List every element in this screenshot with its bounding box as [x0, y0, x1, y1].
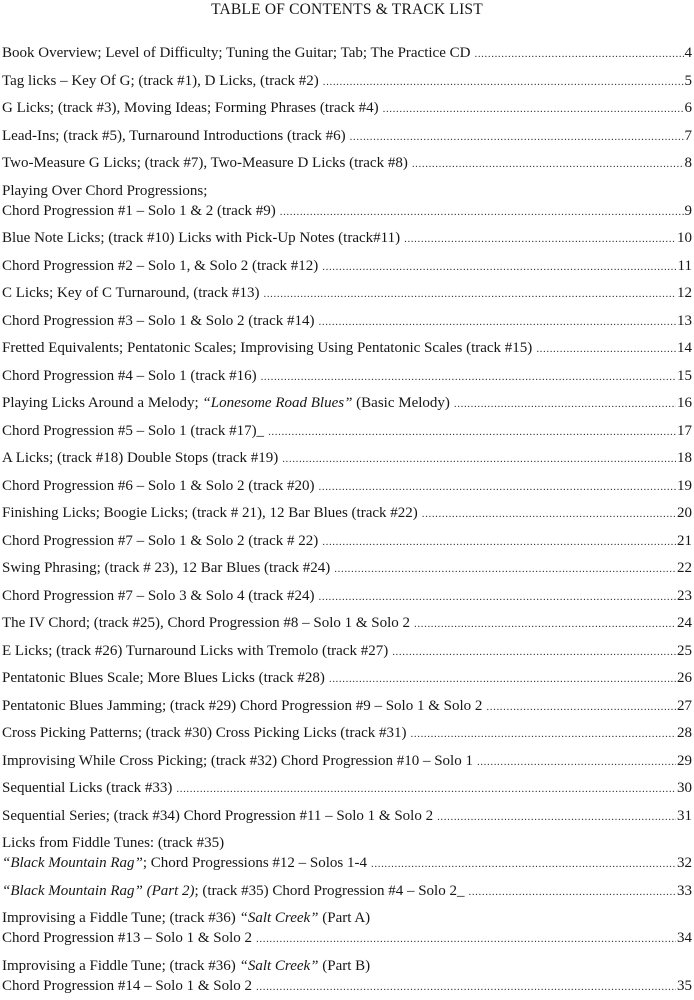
toc-entry-line [2, 71, 692, 92]
toc-entry-line [2, 366, 692, 387]
toc-entry-line [2, 956, 692, 976]
dot-leader [404, 229, 676, 249]
toc-entry[interactable] [2, 363, 692, 391]
toc-entry[interactable] [2, 803, 692, 831]
page-number: 6 [685, 98, 693, 118]
page-number: 9 [685, 201, 693, 221]
entry-text: Chord Progression #13 – Solo 1 & Solo 2 [2, 930, 252, 946]
toc-entry-line [2, 558, 692, 579]
entry-text: ; (track #35) Chord Progression #4 – Solo 2_ [194, 883, 464, 899]
page-number: 4 [685, 43, 693, 63]
toc-entry[interactable] [2, 40, 692, 68]
entry-title [2, 586, 315, 606]
toc-entry[interactable] [2, 775, 692, 803]
dot-leader [334, 559, 676, 579]
entry-title [2, 806, 433, 826]
entry-title [2, 393, 450, 413]
entry-text: Sequential Series; (track #34) Chord Progression #11 – Solo 1 & Solo 2 [2, 808, 433, 824]
dot-leader [392, 642, 676, 662]
entry-text: Fretted Equivalents; Pentatonic Scales; Improvising Using Pentatonic Scales (track #15) [2, 340, 532, 356]
toc-entry[interactable] [2, 308, 692, 336]
dot-leader [256, 929, 676, 949]
page-number: 20 [677, 503, 692, 523]
toc-entry[interactable] [2, 390, 692, 418]
dot-leader [322, 532, 676, 552]
entry-title [2, 976, 252, 996]
entry-text: Chord Progression #7 – Solo 3 & Solo 4 (track #24) [2, 588, 315, 604]
page-number: 29 [677, 751, 692, 771]
entry-text: Improvising a Fiddle Tune; (track #36) [2, 958, 239, 974]
dot-leader [176, 779, 676, 799]
entry-title [2, 668, 325, 688]
toc-entry-line [2, 126, 692, 147]
entry-title [2, 613, 410, 633]
toc-entry-line [2, 806, 692, 827]
entry-title [2, 723, 407, 743]
entry-text: The IV Chord; (track #25), Chord Progression #8 – Solo 1 & Solo 2 [2, 615, 410, 631]
entry-title [2, 71, 319, 91]
entry-text: Swing Phrasing; (track # 23), 12 Bar Blues (track #24) [2, 560, 330, 576]
dot-leader [454, 394, 676, 414]
dot-leader [412, 154, 684, 174]
dot-leader [414, 614, 676, 634]
dot-leader [261, 367, 676, 387]
toc-entry[interactable] [2, 68, 692, 96]
dot-leader [329, 669, 676, 689]
page-number: 14 [677, 338, 692, 358]
toc-entry-line [2, 393, 692, 414]
entry-title [2, 448, 278, 468]
dot-leader [371, 854, 676, 874]
page-number: 35 [677, 976, 692, 996]
toc-entry-line [2, 833, 692, 853]
toc-entry-line [2, 976, 692, 997]
toc-entry[interactable] [2, 665, 692, 693]
toc-entry-line [2, 696, 692, 717]
dot-leader [319, 477, 677, 497]
entry-title [2, 283, 259, 303]
entry-title [2, 853, 367, 873]
page-number: 30 [677, 778, 692, 798]
entry-title [2, 881, 464, 901]
entry-title [2, 531, 318, 551]
toc-entry[interactable] [2, 555, 692, 583]
page-number: 33 [677, 881, 692, 901]
song-title-italic: “Lonesome Road Blues” [202, 395, 352, 411]
entry-title [2, 751, 473, 771]
song-title-italic: “Salt Creek” [239, 910, 318, 926]
page-number: 21 [677, 531, 692, 551]
toc-entry[interactable] [2, 693, 692, 721]
toc-entry[interactable] [2, 253, 692, 281]
toc-entry-line [2, 256, 692, 277]
dot-leader [477, 752, 676, 772]
dot-leader [474, 44, 683, 64]
entry-text: Chord Progression #6 – Solo 1 & Solo 2 (track #20) [2, 478, 315, 494]
entry-text: Tag licks – Key Of G; (track #1), D Licks, (track #2) [2, 73, 319, 89]
page-number: 22 [677, 558, 692, 578]
dot-leader [282, 449, 676, 469]
toc-entry[interactable] [2, 830, 692, 878]
page-number: 31 [677, 806, 692, 826]
song-title-italic: “Black Mountain Rag” [2, 855, 143, 871]
entry-text: Chord Progression #2 – Solo 1, & Solo 2 (track #12) [2, 258, 318, 274]
entry-title [2, 338, 532, 358]
entry-title [2, 476, 315, 496]
toc-entry-line [2, 853, 692, 874]
page-number: 25 [677, 641, 692, 661]
page-number: 7 [685, 126, 693, 146]
entry-text: ; Chord Progressions #12 – Solos 1-4 [143, 855, 367, 871]
page-number: 15 [677, 366, 692, 386]
song-title-italic: “Black Mountain Rag” (Part 2) [2, 883, 194, 899]
toc-entry-line [2, 181, 692, 201]
toc-entry[interactable] [2, 905, 692, 953]
entry-text: (Part B) [319, 958, 371, 974]
page-number: 28 [677, 723, 692, 743]
entry-title [2, 311, 315, 331]
dot-leader [350, 127, 684, 147]
entry-title [2, 908, 370, 928]
entry-text: Chord Progression #5 – Solo 1 (track #17)_ [2, 423, 264, 439]
toc-entry-line [2, 751, 692, 772]
entry-title [2, 366, 257, 386]
toc-entry[interactable] [2, 473, 692, 501]
toc-entry[interactable] [2, 638, 692, 666]
page-number: 26 [677, 668, 692, 688]
dot-leader [437, 807, 676, 827]
dot-leader [411, 724, 676, 744]
entry-text: Blue Note Licks; (track #10) Licks with Pick-Up Notes (track#11) [2, 230, 400, 246]
toc-entry-line [2, 613, 692, 634]
dot-leader [256, 977, 676, 997]
entry-title [2, 43, 470, 63]
entry-text: C Licks; Key of C Turnaround, (track #13) [2, 285, 259, 301]
entry-text: Improvising While Cross Picking; (track #32) Chord Progression #10 – Solo 1 [2, 753, 473, 769]
entry-text: Pentatonic Blues Jamming; (track #29) Chord Progression #9 – Solo 1 & Solo 2 [2, 698, 482, 714]
dot-leader [422, 504, 676, 524]
entry-title [2, 641, 388, 661]
entry-text: Lead-Ins; (track #5), Turnaround Introductions (track #6) [2, 128, 346, 144]
toc-entry[interactable] [2, 528, 692, 556]
page-number: 18 [677, 448, 692, 468]
dot-leader [268, 422, 676, 442]
toc-entry-line [2, 311, 692, 332]
toc-entry-line [2, 723, 692, 744]
toc-entry-line [2, 586, 692, 607]
entry-title [2, 201, 276, 221]
entry-text: Two-Measure G Licks; (track #7), Two-Measure D Licks (track #8) [2, 155, 408, 171]
toc-entry[interactable] [2, 720, 692, 748]
toc-entry-line [2, 338, 692, 359]
toc-entry-line [2, 228, 692, 249]
entry-title [2, 228, 400, 248]
toc-entry-line [2, 421, 692, 442]
entry-title [2, 503, 418, 523]
toc-entry[interactable] [2, 225, 692, 253]
toc-entry[interactable] [2, 418, 692, 446]
toc-entry-line [2, 928, 692, 949]
toc-entry[interactable] [2, 583, 692, 611]
page-number: 13 [677, 311, 692, 331]
page-number: 34 [677, 928, 692, 948]
page-title: TABLE OF CONTENTS & TRACK LIST [0, 0, 694, 20]
entry-text: Cross Picking Patterns; (track #30) Cross Picking Licks (track #31) [2, 725, 407, 741]
entry-text: A Licks; (track #18) Double Stops (track #19) [2, 450, 278, 466]
toc-entry[interactable] [2, 178, 692, 226]
toc-entry[interactable] [2, 500, 692, 528]
dot-leader [486, 697, 676, 717]
toc-entry[interactable] [2, 445, 692, 473]
entry-text: Chord Progression #7 – Solo 1 & Solo 2 (track # 22) [2, 533, 318, 549]
entry-text: E Licks; (track #26) Turnaround Licks with Tremolo (track #27) [2, 643, 388, 659]
dot-leader [319, 587, 677, 607]
toc-entry[interactable] [2, 95, 692, 123]
page-number: 5 [685, 71, 693, 91]
dot-leader [383, 99, 684, 119]
toc-entry-line [2, 881, 692, 902]
entry-text: Chord Progression #14 – Solo 1 & Solo 2 [2, 978, 252, 994]
toc-entry-line [2, 43, 692, 64]
toc-entry-line [2, 283, 692, 304]
entry-title [2, 558, 330, 578]
toc-entry-line [2, 201, 692, 222]
toc-entry-line [2, 531, 692, 552]
page-number: 27 [677, 696, 692, 716]
entry-text: (Basic Melody) [352, 395, 449, 411]
toc-entry[interactable] [2, 335, 692, 363]
page-number: 17 [677, 421, 692, 441]
entry-text: Chord Progression #4 – Solo 1 (track #16) [2, 368, 257, 384]
entry-text: Book Overview; Level of Difficulty; Tuning the Guitar; Tab; The Practice CD [2, 45, 470, 61]
entry-text: Sequential Licks (track #33) [2, 780, 172, 796]
page-number: 32 [677, 853, 692, 873]
dot-leader [468, 882, 676, 902]
page-number: 23 [677, 586, 692, 606]
entry-text: Chord Progression #1 – Solo 1 & 2 (track #9) [2, 203, 276, 219]
toc-entry-line [2, 448, 692, 469]
entry-text: G Licks; (track #3), Moving Ideas; Forming Phrases (track #4) [2, 100, 379, 116]
toc-entry-line [2, 641, 692, 662]
page-number: 16 [677, 393, 692, 413]
entry-text: Playing Over Chord Progressions; [2, 183, 207, 199]
song-title-italic: “Salt Creek” [239, 958, 318, 974]
page-number: 10 [677, 228, 692, 248]
page-number: 8 [685, 153, 693, 173]
entry-title [2, 181, 207, 201]
toc-entry-line [2, 476, 692, 497]
page-number: 11 [678, 256, 692, 276]
page-number: 12 [677, 283, 692, 303]
toc-entry[interactable] [2, 280, 692, 308]
toc-entry[interactable] [2, 150, 692, 178]
table-of-contents [2, 40, 692, 1000]
entry-title [2, 421, 264, 441]
toc-entry-line [2, 908, 692, 928]
entry-title [2, 153, 408, 173]
dot-leader [319, 312, 677, 332]
entry-title [2, 696, 482, 716]
entry-title [2, 126, 346, 146]
entry-title [2, 833, 224, 853]
entry-text: Finishing Licks; Boogie Licks; (track # 21), 12 Bar Blues (track #22) [2, 505, 418, 521]
dot-leader [322, 257, 676, 277]
entry-text: Improvising a Fiddle Tune; (track #36) [2, 910, 239, 926]
entry-text: Pentatonic Blues Scale; More Blues Licks (track #28) [2, 670, 325, 686]
entry-text: (Part A) [319, 910, 371, 926]
entry-text: Chord Progression #3 – Solo 1 & Solo 2 (track #14) [2, 313, 315, 329]
toc-entry-line [2, 668, 692, 689]
toc-entry-line [2, 153, 692, 174]
dot-leader [263, 284, 676, 304]
entry-title [2, 778, 172, 798]
entry-title [2, 928, 252, 948]
entry-title [2, 956, 370, 976]
dot-leader [536, 339, 676, 359]
toc-entry[interactable] [2, 878, 692, 906]
toc-entry-line [2, 98, 692, 119]
entry-text: Playing Licks Around a Melody; [2, 395, 202, 411]
entry-title [2, 256, 318, 276]
toc-entry-line [2, 503, 692, 524]
dot-leader [323, 72, 684, 92]
entry-title [2, 98, 379, 118]
toc-entry-line [2, 778, 692, 799]
toc-entry[interactable] [2, 610, 692, 638]
page-number: 19 [677, 476, 692, 496]
page-number: 24 [677, 613, 692, 633]
dot-leader [280, 202, 684, 222]
toc-entry[interactable] [2, 748, 692, 776]
entry-text: Licks from Fiddle Tunes: (track #35) [2, 835, 224, 851]
toc-entry[interactable] [2, 123, 692, 151]
